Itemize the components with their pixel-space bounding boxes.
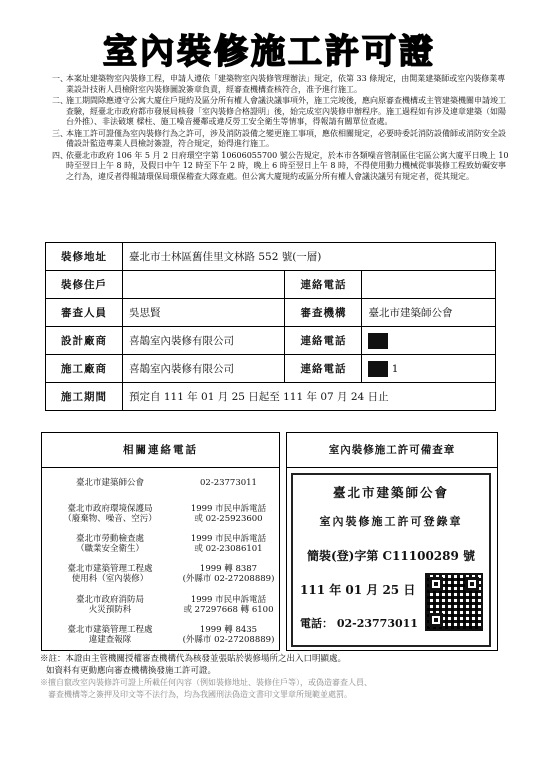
stamp-title: 室內裝修施工許可登錄章 [319, 515, 463, 528]
contact-phone: 1999 轉 8435 (外縣市 02-27208889) [182, 625, 275, 646]
note-item [52, 74, 512, 95]
contact-phone: 1999 市民申訴電話 或 27297668 轉 6100 [183, 594, 274, 615]
footer-notes [40, 653, 510, 701]
permit-notes [52, 74, 512, 183]
qr-finder-pattern [429, 613, 443, 627]
info-row-designer [46, 327, 496, 355]
qr-finder-pattern [465, 577, 479, 591]
reviewer-label: 審查人員 [46, 299, 123, 327]
qr-finder-pattern [429, 577, 443, 591]
contact-row [42, 559, 279, 589]
contact-row [42, 620, 279, 650]
contact-name: 臺北市建築管理工程處 違建查報隊 [67, 625, 153, 646]
note-item [52, 129, 512, 150]
contact-name: 臺北市政府環境保護局 （廢棄物、噪音、空污） [63, 503, 157, 524]
owner-value [123, 271, 285, 299]
registration-stamp [291, 473, 491, 647]
contractor-label: 施工廠商 [46, 355, 123, 383]
permit-info-table [45, 242, 496, 411]
info-row-contractor [46, 355, 496, 383]
note-text: 本案址建築物室內裝修工程，申請人遵依「建築物室內裝修管理辦法」規定，依第 33 條規定，由開業建築師或室內裝修業專業設計技術人員檢附室內裝修圖說簽章負責，經審查機構查核符合，准予進行施工。 [66, 74, 506, 94]
note-number: 三、 [52, 128, 68, 138]
contact-phone: 1999 市民申訴電話 或 02-25923600 [190, 503, 267, 524]
note-number: 一、 [52, 74, 68, 83]
contractor-phone-value: 1 [391, 362, 399, 375]
contact-phone: 1999 轉 8387 (外縣市 02-27208889) [182, 564, 275, 585]
note-number: 二、 [52, 96, 68, 105]
phone-label: 連絡電話 [285, 327, 362, 355]
agency-value: 臺北市建築師公會 [362, 299, 496, 327]
stamp-date: 111 年 01 月 25 日 [300, 583, 416, 597]
stamp-phone: 電話： 02-23773011 [300, 617, 418, 630]
stamp-panel [286, 432, 498, 651]
note-text: 本施工許可證僅為室內裝修行為之許可，涉及消防設備之變更施工事項，應依相關規定，必要時委託消防設備師或消防安全設備設計監造專業人員檢討簽證，符合規定，始得進行施工。 [66, 128, 506, 148]
footer-note: ※註：本證由主管機關授權審查機構代為核發並張貼於裝修場所之出入口明顯處。 [40, 654, 347, 664]
contact-name: 臺北市建築管理工程處 使用科（室內裝修） [67, 564, 153, 585]
address-value: 臺北市士林區舊佳里文林路 552 號(一層) [123, 243, 496, 271]
note-text: 施工期間除應遵守公寓大廈住戶規約及區分所有權人會議決議事項外，施工完竣後，應向原審查機構或主管建築機關申請竣工查驗，經臺北市政府都市發展局核發「室內裝修合格證明」後，始完成室內裝修申辦程序。施工過程如有涉及違章建築（如陽台外推）、非法破壞 樑柱、施工噪音擾鄰或違反勞工安全衛生等情事，得報請有關單位查處。 [66, 96, 506, 126]
contact-phone: 1999 市民申訴電話 或 02-23086101 [190, 533, 267, 554]
designer-phone-cell [362, 327, 496, 355]
stamp-panel-header: 室內裝修施工許可備查章 [287, 433, 497, 468]
contractor-value: 喜鵲室內裝修有限公司 [123, 355, 285, 383]
reviewer-value: 吳思賢 [123, 299, 285, 327]
period-label: 施工期間 [46, 383, 123, 411]
phone-label: 連絡電話 [285, 271, 362, 299]
stamp-serial: 簡裝(登)字第 C11100289 號 [306, 549, 476, 563]
agency-label: 審查機構 [285, 299, 362, 327]
contact-row [42, 468, 279, 498]
period-value: 預定自 111 年 01 月 25 日起至 111 年 07 月 24 日止 [123, 383, 496, 411]
contact-phone: 02-23773011 [200, 478, 257, 489]
contractor-phone-cell [362, 355, 496, 383]
info-row-reviewer [46, 299, 496, 327]
phone-label: 連絡電話 [285, 355, 362, 383]
info-row-owner [46, 271, 496, 299]
contact-name: 臺北市政府消防局 火災預防科 [75, 594, 144, 615]
footer-warning: ※擅自竄改室內裝修許可證上所載任何內容（例如裝修地址、裝修住戶等），或偽造審查人員、 [40, 678, 372, 687]
qr-code-icon [425, 573, 483, 631]
note-text: 依臺北市政府 106 年 5 月 2 日府環空字第 10606055700 號公告規定，於本市各類噪音管制區住宅區公寓大廈平日晚上 10 時至翌日上午 8 時，及假日中午 12 時至下午 2 時，晚上 6 時至翌日上午 8 時，不得使用動力機械從事裝修工程致妨礙安寧之行為，違反者得報請環保局環保稽查大隊查處。但公寓大廈規約或區分所有權人會議決議另有規定者，從其規定。 [66, 150, 509, 181]
page-title: 室內裝修施工許可證 [103, 32, 436, 72]
contact-row [42, 529, 279, 559]
contact-name: 臺北市勞動檢查處 （職業安全衛生） [75, 533, 144, 554]
contacts-header: 相關連絡電話 [42, 433, 279, 468]
owner-label: 裝修住戶 [46, 271, 123, 299]
note-item [52, 151, 512, 183]
redaction-block [368, 361, 388, 377]
contact-row [42, 498, 279, 528]
redaction-block [368, 333, 388, 349]
note-item [52, 96, 512, 128]
address-label: 裝修地址 [46, 243, 123, 271]
owner-phone-value [362, 271, 496, 299]
contact-row [42, 590, 279, 620]
contacts-panel [41, 432, 280, 651]
note-number: 四、 [52, 150, 68, 160]
contact-name: 臺北市建築師公會 [75, 478, 144, 489]
footer-note: 如資料有更動應向審查機構換發施工許可證。 [46, 666, 217, 676]
designer-value: 喜鵲室內裝修有限公司 [123, 327, 285, 355]
stamp-association: 臺北市建築師公會 [332, 485, 449, 500]
footer-warning: 審查機構等之簽押及印文等不法行為，均為我國刑法偽造文書印文罪章所規範並處罰。 [48, 690, 352, 699]
info-row-period [46, 383, 496, 411]
info-row-address [46, 243, 496, 271]
designer-label: 設計廠商 [46, 327, 123, 355]
